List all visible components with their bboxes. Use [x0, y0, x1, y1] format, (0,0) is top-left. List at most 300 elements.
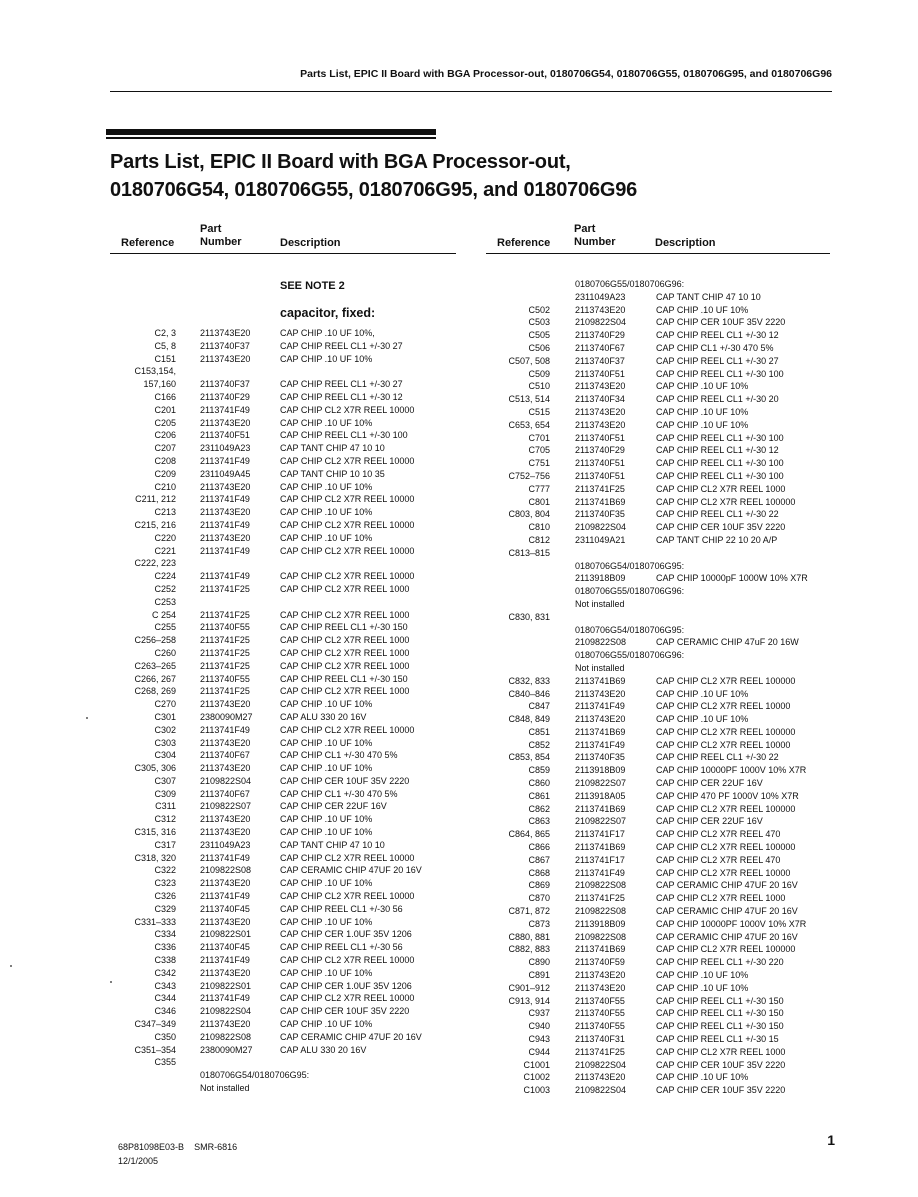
table-row: [486, 483, 830, 496]
part-number-cell: 2113740F51: [575, 458, 625, 469]
table-row: [110, 877, 456, 890]
part-number-cell: 2113741F49: [200, 852, 250, 863]
table-row: [486, 918, 830, 931]
part-number-cell: 2109822S04: [575, 317, 627, 328]
part-number-cell: 2113740F37: [200, 340, 250, 351]
description-cell: CAP TANT CHIP 22 10 20 A/P: [656, 534, 778, 545]
part-number-cell: 2109822S08: [200, 865, 252, 876]
part-number-cell: 2113741F25: [200, 660, 250, 671]
part-number-cell: 2113740F51: [575, 470, 625, 481]
table-row: [486, 995, 830, 1008]
description-cell: CAP CHIP CL2 X7R REEL 10000: [280, 891, 415, 902]
part-number-cell: 2113741B69: [575, 496, 626, 507]
description-cell: CAP CHIP REEL CL1 +/-30 150: [656, 1021, 784, 1032]
description-cell: CAP CHIP .10 UF 10%: [656, 714, 749, 725]
part-number-cell: 2113741F49: [575, 701, 625, 712]
table-row: [110, 762, 456, 775]
table-row: [110, 737, 456, 750]
table-row: [486, 956, 830, 969]
reference-cell: C346: [154, 1006, 176, 1017]
description-cell: CAP CHIP .10 UF 10%: [280, 532, 373, 543]
table-row: [110, 621, 456, 634]
table-row: [110, 353, 456, 366]
reference-cell: C813–815: [508, 547, 550, 558]
description-cell: CAP CHIP REEL CL1 +/-30 150: [656, 995, 784, 1006]
description-cell: CAP CHIP CL2 X7R REEL 1000: [656, 1046, 786, 1057]
part-number-cell: 0180706G55/0180706G96:: [575, 650, 685, 661]
part-number-cell: 2113740F59: [575, 957, 625, 968]
description-cell: CAP CHIP 470 PF 1000V 10% X7R: [656, 790, 799, 801]
description-cell: CAP CHIP CER 10UF 35V 2220: [656, 522, 786, 533]
description-cell: CAP CHIP .10 UF 10%: [280, 353, 373, 364]
reference-cell: C201: [154, 404, 176, 415]
table-row: [486, 355, 830, 368]
description-cell: CAP CHIP .10 UF 10%: [656, 419, 749, 430]
table-row: [110, 673, 456, 686]
description-cell: CAP CERAMIC CHIP 47UF 20 16V: [280, 1031, 422, 1042]
description-cell: CAP CHIP REEL CL1 +/-30 220: [656, 957, 784, 968]
table-row: [110, 647, 456, 660]
reference-cell: C871, 872: [508, 906, 550, 917]
description-cell: CAP CHIP .10 UF 10%: [656, 982, 749, 993]
reference-cell: C315, 316: [134, 827, 176, 838]
footer-left: [118, 1140, 237, 1168]
table-row: [110, 685, 456, 698]
description-cell: CAP CHIP CER 10UF 35V 2220: [280, 1006, 410, 1017]
reference-cell: C848, 849: [508, 714, 550, 725]
reference-cell: C326: [154, 891, 176, 902]
part-number-cell: 2109822S08: [575, 931, 627, 942]
reference-cell: C153,154,: [134, 366, 176, 377]
table-row: [486, 329, 830, 342]
reference-cell: C873: [528, 918, 550, 929]
part-number-cell: Not installed: [200, 1083, 250, 1094]
part-number-cell: 2380090M27: [200, 1044, 253, 1055]
table-row: [110, 954, 456, 967]
reference-cell: C830, 831: [508, 611, 550, 622]
part-number-cell: 2109822S04: [575, 522, 627, 533]
part-number-cell: 2113740F29: [575, 445, 625, 456]
description-cell: CAP CHIP CER 10UF 35V 2220: [656, 1085, 786, 1096]
part-number-cell: 2380090M27: [200, 711, 253, 722]
description-cell: CAP ALU 330 20 16V: [280, 1044, 367, 1055]
part-number-cell: 2113741B69: [575, 726, 626, 737]
description-cell: CAP CHIP CL2 X7R REEL 1000: [280, 635, 410, 646]
part-number-cell: 2109822S07: [200, 801, 252, 812]
reference-cell: C351–354: [134, 1044, 176, 1055]
table-row: [110, 327, 456, 340]
part-number-cell: 2113741F25: [575, 1046, 625, 1057]
part-number-cell: 2113740F35: [575, 752, 625, 763]
reference-cell: C256–258: [134, 635, 176, 646]
part-number-cell: 2113740F55: [200, 622, 250, 633]
scan-speck: [86, 717, 88, 719]
table-row: [110, 1044, 456, 1057]
part-number-cell: 2113740F29: [200, 391, 250, 402]
part-number-cell: 2113741F25: [200, 583, 250, 594]
reference-cell: C209: [154, 468, 176, 479]
table-row: [486, 585, 830, 598]
reference-cell: C944: [528, 1046, 550, 1057]
table-row: [486, 316, 830, 329]
description-cell: CAP CHIP CL2 X7R REEL 1000: [280, 660, 410, 671]
reference-cell: C266, 267: [134, 673, 176, 684]
part-number-cell: 2113740F37: [575, 355, 625, 366]
reference-cell: C509: [528, 368, 550, 379]
part-number-cell: 2113743E20: [200, 737, 251, 748]
reference-cell: C867: [528, 854, 550, 865]
description-cell: CAP CHIP .10 UF 10%,: [280, 328, 375, 338]
description-cell: CAP CHIP CL2 X7R REEL 10000: [656, 739, 791, 750]
part-number-cell: 2311049A21: [575, 534, 626, 545]
part-number-cell: 2113741F49: [200, 494, 250, 505]
table-row: [110, 992, 456, 1005]
reference-cell: C151: [154, 353, 176, 364]
reference-cell: C1003: [523, 1085, 550, 1096]
table-row: [110, 941, 456, 954]
table-row: [110, 660, 456, 673]
table-row: [486, 547, 830, 560]
page-number: 1: [827, 1132, 835, 1148]
table-row: [110, 711, 456, 724]
reference-cell: C323: [154, 878, 176, 889]
description-cell: CAP CHIP CL2 X7R REEL 10000: [656, 701, 791, 712]
table-row: [110, 532, 456, 545]
reference-cell: C211, 212: [135, 494, 176, 505]
part-number-cell: 2113740F67: [575, 342, 625, 353]
part-number-cell: 2113743E20: [200, 916, 251, 927]
right-header-description: Description: [655, 237, 716, 249]
reference-cell: C864, 865: [508, 829, 550, 840]
reference-cell: C943: [528, 1034, 550, 1045]
part-number-cell: 2109822S08: [575, 906, 627, 917]
scan-speck: [10, 965, 12, 967]
description-cell: CAP CHIP 10000PF 1000V 10% X7R: [656, 765, 807, 776]
table-row: [486, 368, 830, 381]
table-row: [110, 557, 456, 570]
part-number-cell: 0180706G54/0180706G95:: [575, 624, 685, 635]
table-row: [486, 419, 830, 432]
part-number-cell: 2113743E20: [575, 304, 626, 315]
header-rule: [110, 91, 832, 92]
reference-cell: C334: [154, 929, 176, 940]
description-cell: CAP CHIP REEL CL1 +/-30 22: [656, 752, 779, 763]
table-row: [486, 1020, 830, 1033]
description-cell: CAP CHIP CL2 X7R REEL 10000: [280, 404, 415, 415]
reference-cell: C503: [528, 317, 550, 328]
reference-cell: C847: [528, 701, 550, 712]
table-row: [110, 813, 456, 826]
table-row: [110, 1018, 456, 1031]
description-cell: CAP ALU 330 20 16V: [280, 711, 367, 722]
reference-cell: C301: [154, 711, 176, 722]
description-cell: CAP CHIP REEL CL1 +/-30 27: [280, 379, 403, 390]
part-number-cell: 2113741F25: [200, 686, 250, 697]
part-number-cell: 2109822S08: [575, 880, 627, 891]
part-number-cell: 2113741F49: [200, 545, 250, 556]
part-number-cell: 2109822S04: [200, 1006, 252, 1017]
description-cell: CAP CHIP CL2 X7R REEL 470: [656, 854, 781, 865]
left-header-part: [200, 223, 242, 249]
description-cell: CAP CHIP REEL CL1 +/-30 150: [656, 1008, 784, 1019]
description-cell: CAP TANT CHIP 47 10 10: [656, 291, 761, 302]
part-number-cell: Not installed: [575, 598, 625, 609]
description-cell: CAP CHIP REEL CL1 +/-30 20: [656, 394, 779, 405]
part-number-cell: 2113743E20: [575, 1072, 626, 1083]
reference-cell: C5, 8: [154, 340, 176, 351]
part-number-cell: 2113740F45: [200, 903, 250, 914]
right-header-part: [574, 223, 616, 249]
reference-cell: C851: [528, 726, 550, 737]
table-row: [110, 583, 456, 596]
reference-cell: C329: [154, 903, 176, 914]
table-row: [486, 931, 830, 944]
left-header-part-top: Part: [200, 223, 222, 235]
part-number-cell: 2113743E20: [200, 353, 251, 364]
description-cell: CAP CHIP .10 UF 10%: [656, 1072, 749, 1083]
table-row: [486, 406, 830, 419]
part-number-cell: 2113741F49: [200, 455, 250, 466]
part-number-cell: 2113741F25: [200, 635, 250, 646]
reference-cell: C940: [528, 1021, 550, 1032]
reference-cell: C801: [528, 496, 550, 507]
part-number-cell: 2311049A23: [575, 291, 626, 302]
description-cell: CAP CERAMIC CHIP 47UF 20 16V: [656, 880, 798, 891]
reference-cell: C303: [154, 737, 176, 748]
reference-cell: C205: [154, 417, 176, 428]
description-cell: CAP CHIP REEL CL1 +/-30 12: [656, 445, 779, 456]
scan-speck: [110, 981, 112, 983]
part-number-cell: 2113740F55: [200, 673, 250, 684]
description-cell: CAP CHIP CL2 X7R REEL 10000: [280, 571, 415, 582]
part-number-cell: 2109822S08: [200, 1031, 252, 1042]
reference-cell: C832, 833: [508, 675, 550, 686]
table-row: [110, 1056, 456, 1069]
part-number-cell: 2113740F37: [200, 379, 250, 390]
reference-cell: C868: [528, 867, 550, 878]
reference-cell: C344: [154, 993, 176, 1004]
table-row: [486, 457, 830, 470]
description-cell: CAP CHIP .10 UF 10%: [280, 737, 373, 748]
part-number-cell: 2113741F49: [200, 993, 250, 1004]
description-cell: CAP CHIP REEL CL1 +/-30 15: [656, 1034, 779, 1045]
part-number-cell: 2113741B69: [575, 842, 626, 853]
part-number-cell: 2109822S07: [575, 816, 627, 827]
reference-cell: C312: [154, 814, 176, 825]
table-row: [110, 788, 456, 801]
part-number-cell: 2113740F67: [200, 750, 250, 761]
reference-cell: C870: [528, 893, 550, 904]
table-row: [486, 713, 830, 726]
reference-cell: C1001: [523, 1059, 550, 1070]
description-cell: CAP CHIP CER 1.0UF 35V 1206: [280, 929, 412, 940]
table-row: [110, 980, 456, 993]
part-number-cell: 2109822S01: [200, 929, 252, 940]
reference-cell: C350: [154, 1031, 176, 1042]
part-number-cell: 2113741F49: [575, 739, 625, 750]
table-row: [110, 609, 456, 622]
description-cell: CAP CHIP REEL CL1 +/-30 12: [280, 391, 403, 402]
table-row: [486, 1046, 830, 1059]
part-number-cell: 2113741F49: [575, 867, 625, 878]
reference-cell: C810: [528, 522, 550, 533]
description-cell: CAP CHIP CL2 X7R REEL 10000: [280, 852, 415, 863]
description-cell: CAP CHIP REEL CL1 +/-30 12: [656, 330, 779, 341]
table-row: [486, 943, 830, 956]
reference-cell: C891: [528, 970, 550, 981]
description-cell: CAP CHIP REEL CL1 +/-30 100: [656, 368, 784, 379]
reference-cell: C322: [154, 865, 176, 876]
description-cell: CAP CERAMIC CHIP 47uF 20 16W: [656, 637, 799, 648]
table-row: [110, 493, 456, 506]
running-header: Parts List, EPIC II Board with BGA Processor-out, 0180706G54, 0180706G55, 0180706G95, and 0180706G96: [300, 68, 832, 80]
part-number-cell: 2113743E20: [200, 763, 251, 774]
table-row: [486, 470, 830, 483]
reference-cell: C513, 514: [508, 394, 550, 405]
reference-cell: C505: [528, 330, 550, 341]
table-row: [110, 903, 456, 916]
part-number-cell: 2113743E20: [200, 328, 251, 338]
description-cell: CAP CHIP CL2 X7R REEL 100000: [656, 842, 796, 853]
reference-cell: C863: [528, 816, 550, 827]
description-cell: CAP CHIP .10 UF 10%: [280, 417, 373, 428]
part-number-cell: Not installed: [575, 662, 625, 673]
part-number-cell: 2109822S07: [575, 778, 627, 789]
table-row: [110, 506, 456, 519]
part-number-cell: 2113743E20: [575, 982, 626, 993]
reference-cell: C221: [154, 545, 176, 556]
part-number-cell: 2113741F25: [575, 893, 625, 904]
table-row: [486, 380, 830, 393]
description-cell: CAP CHIP .10 UF 10%: [656, 304, 749, 315]
part-number-cell: 2109822S01: [200, 980, 252, 991]
table-row: [486, 803, 830, 816]
description-cell: CAP CHIP CL2 X7R REEL 1000: [280, 686, 410, 697]
doc-number: 68P81098E03-B: [118, 1142, 185, 1152]
reference-cell: C342: [154, 967, 176, 978]
description-cell: CAP CHIP .10 UF 10%: [280, 967, 373, 978]
part-number-cell: 2113740F51: [575, 432, 625, 443]
reference-cell: C890: [528, 957, 550, 968]
description-cell: CAP CHIP CL2 X7R REEL 100000: [656, 726, 796, 737]
reference-cell: C506: [528, 342, 550, 353]
page-title-line-2: 0180706G54, 0180706G55, 0180706G95, and 0180706G96: [110, 179, 638, 201]
reference-cell: C311: [155, 801, 176, 812]
description-cell: CAP TANT CHIP 47 10 10: [280, 839, 385, 850]
reference-cell: C705: [528, 445, 550, 456]
part-number-cell: 2113741F49: [200, 724, 250, 735]
left-header-rule: [110, 253, 456, 254]
table-row: [110, 1082, 456, 1095]
part-number-cell: 2113741B69: [575, 944, 626, 955]
table-row: [486, 700, 830, 713]
part-number-cell: 2113740F45: [200, 942, 250, 953]
right-header-part-bottom: Number: [574, 236, 616, 248]
table-row: [110, 916, 456, 929]
right-header-reference: Reference: [497, 237, 551, 249]
table-row: [486, 598, 830, 611]
reference-cell: C840–846: [508, 688, 550, 699]
description-cell: CAP CHIP 10000PF 1000V 10% X7R: [656, 918, 807, 929]
table-row: [110, 1031, 456, 1044]
table-row: [110, 468, 456, 481]
table-row: [486, 1071, 830, 1084]
right-header-part-top: Part: [574, 223, 596, 235]
table-row: [110, 1069, 456, 1082]
footer-line-1: [118, 1140, 237, 1154]
reference-cell: C213: [154, 507, 176, 518]
description-cell: CAP CHIP .10 UF 10%: [280, 814, 373, 825]
part-number-cell: 2113918A05: [575, 790, 626, 801]
part-number-cell: 2113741B69: [575, 675, 626, 686]
description-cell: CAP CHIP CL2 X7R REEL 1000: [280, 583, 410, 594]
description-cell: CAP CHIP REEL CL1 +/-30 150: [280, 673, 408, 684]
reference-cell: C859: [528, 765, 550, 776]
reference-cell: C210: [154, 481, 176, 492]
table-row: [110, 826, 456, 839]
reference-cell: C318, 320: [134, 852, 176, 863]
table-row: [486, 291, 830, 304]
description-cell: CAP CHIP .10 UF 10%: [280, 878, 373, 889]
table-row: [486, 790, 830, 803]
part-number-cell: 0180706G55/0180706G96:: [575, 279, 685, 289]
reference-cell: C510: [528, 381, 550, 392]
description-cell: CAP CHIP REEL CL1 +/-30 56: [280, 942, 403, 953]
description-cell: CAP CHIP REEL CL1 +/-30 100: [656, 432, 784, 443]
reference-cell: C507, 508: [508, 355, 550, 366]
description-cell: CAP CHIP .10 UF 10%: [656, 970, 749, 981]
reference-cell: C1002: [523, 1072, 550, 1083]
reference-cell: C701: [528, 432, 550, 443]
description-cell: CAP CHIP CL2 X7R REEL 1000: [656, 893, 786, 904]
table-row: [486, 841, 830, 854]
reference-cell: C252: [154, 583, 176, 594]
description-cell: CAP CHIP CER 22UF 16V: [656, 778, 763, 789]
description-cell: CAP CHIP REEL CL1 +/-30 100: [656, 458, 784, 469]
description-cell: CAP CHIP .10 UF 10%: [656, 381, 749, 392]
reference-cell: C869: [528, 880, 550, 891]
reference-cell: C331–333: [134, 916, 176, 927]
part-number-cell: 2109822S04: [200, 775, 252, 786]
footer-date: 12/1/2005: [118, 1156, 159, 1166]
reference-cell: C751: [528, 458, 550, 469]
part-number-cell: 2109822S04: [575, 1059, 627, 1070]
description-cell: CAP TANT CHIP 10 10 35: [280, 468, 385, 479]
part-number-cell: 2113741F49: [200, 955, 250, 966]
description-cell: CAP CHIP CL2 X7R REEL 10000: [656, 867, 791, 878]
table-row: [110, 455, 456, 468]
part-number-cell: 2113740F51: [200, 430, 250, 441]
reference-cell: C777: [528, 483, 550, 494]
description-cell: CAP CERAMIC CHIP 47UF 20 16V: [656, 931, 798, 942]
table-row: [486, 649, 830, 662]
table-row: [110, 365, 456, 378]
see-note-2: SEE NOTE 2: [280, 280, 345, 292]
part-number-cell: 2113741F25: [200, 609, 250, 620]
table-row: [110, 417, 456, 430]
table-row: [486, 1059, 830, 1072]
part-number-cell: 2113740F55: [575, 1021, 625, 1032]
part-number-cell: 2113743E20: [575, 419, 626, 430]
description-cell: CAP CHIP CL2 X7R REEL 470: [656, 829, 781, 840]
description-cell: CAP CHIP CL1 +/-30 470 5%: [656, 342, 774, 353]
description-cell: CAP CHIP .10 UF 10%: [656, 688, 749, 699]
part-number-cell: 2113743E20: [200, 878, 251, 889]
reference-cell: C882, 883: [508, 944, 550, 955]
table-row: [486, 879, 830, 892]
description-cell: CAP CHIP REEL CL1 +/-30 150: [280, 622, 408, 633]
table-row: [486, 969, 830, 982]
